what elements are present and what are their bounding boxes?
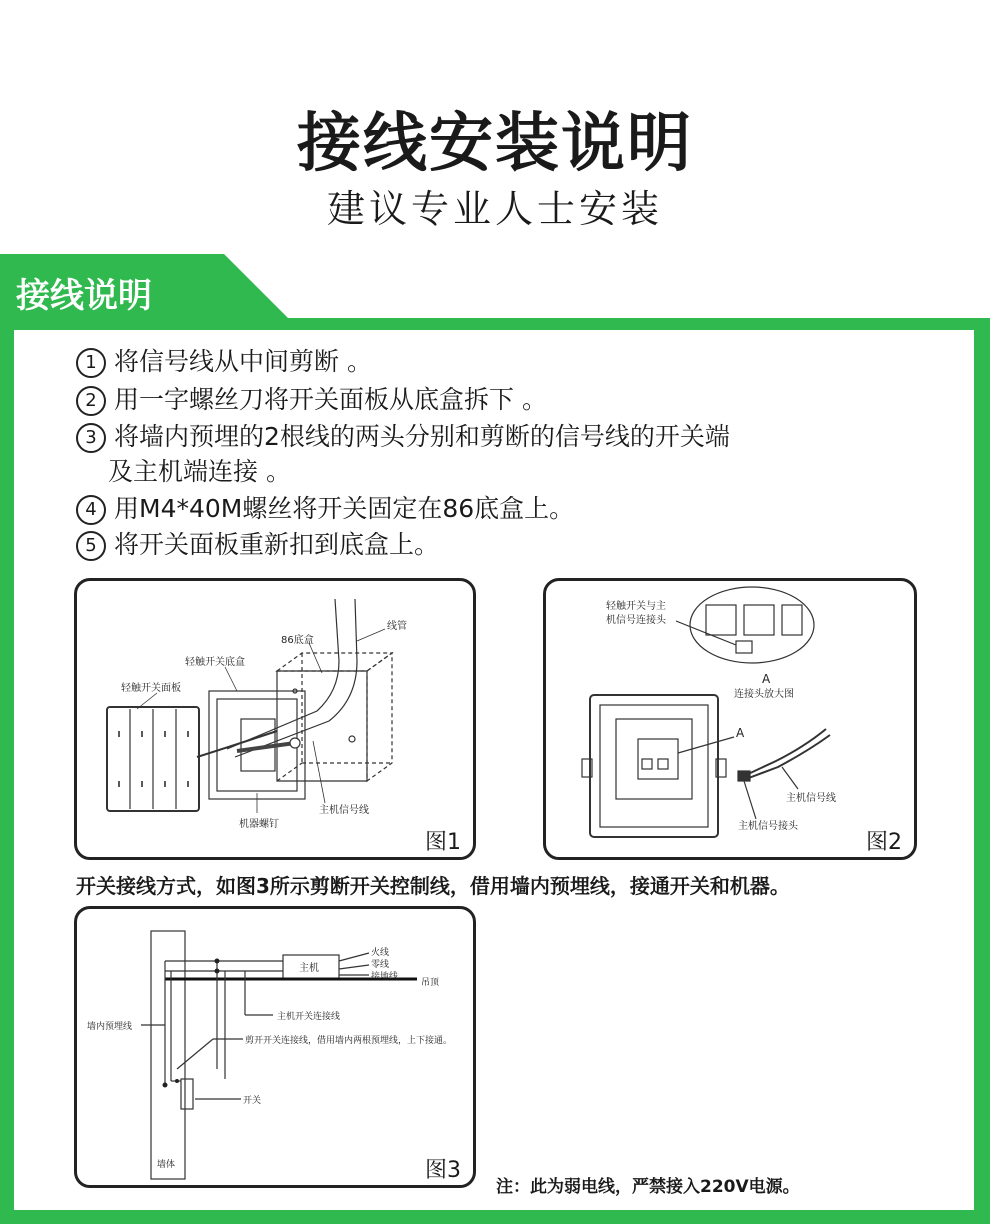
callout-ceiling: 吊顶 [421,978,440,988]
callout-ground: 接地线 [371,972,399,982]
callout-switch: 开关 [243,1096,262,1106]
callout-cut-note: 剪开开关连接线，借用墙内两根预埋线，上下接通。 [245,1036,453,1046]
step-number: 4 [76,495,106,525]
figure-2-drawing [546,581,914,857]
page-subtitle: 建议专业人士安装 [326,187,663,231]
figure-1-label: 图1 [425,830,461,855]
callout-control-wire: 主机开关连接线 [277,1012,341,1022]
callout-86-box: 86底盒 [281,635,314,646]
warning-note: 注：此为弱电线，严禁接入220V电源。 [496,1177,800,1197]
figure-3 [74,906,476,1188]
callout-letter-a2: A [736,726,745,740]
step-text: 用一字螺丝刀将开关面板从底盒拆下 。 [114,385,547,414]
step-text: 及主机端连接 。 [108,457,291,486]
callout-conduit: 线管 [387,621,407,632]
step-text: 将信号线从中间剪断 。 [114,347,372,376]
step-number: 5 [76,531,106,561]
callout-embedded-wire: 墙内预埋线 [87,1022,133,1032]
step-text: 用M4*40M螺丝将开关固定在86底盒上。 [114,494,575,523]
step-text: 将墙内预埋的2根线的两头分别和剪断的信号线的开关端 [114,422,730,451]
callout-live: 火线 [371,948,390,958]
step-3 [76,420,730,454]
figure-3-drawing [77,909,473,1185]
step-2 [76,383,547,417]
step-number: 2 [76,386,106,416]
step-text: 将开关面板重新扣到底盒上。 [114,530,440,559]
step-4 [76,492,574,526]
step-1 [76,345,372,379]
callout-host-wire-2: 主机信号线 [786,793,836,804]
callout-screw: 机器螺钉 [239,819,279,830]
callout-connector-1: 轻触开关与主 [606,601,666,612]
figure-2 [543,578,917,860]
step-3-cont [108,455,291,489]
callout-zoom: 连接头放大图 [734,689,794,700]
figure-1-drawing [77,581,473,857]
callout-connector-2: 机信号连接头 [606,615,666,626]
figure-1 [74,578,476,860]
callout-host: 主机 [299,963,319,974]
figure-2-label: 图2 [866,830,902,855]
wiring-caption: 开关接线方式，如图3所示剪断开关控制线，借用墙内预埋线，接通开关和机器。 [76,874,790,898]
callout-neutral: 零线 [371,960,390,970]
page-title: 接线安装说明 [297,107,693,181]
callout-switch-box: 轻触开关底盒 [185,657,245,668]
callout-letter-a: A [762,672,771,686]
section-label: 接线说明 [16,276,152,316]
step-number: 1 [76,348,106,378]
callout-host-wire: 主机信号线 [319,805,369,816]
callout-switch-panel: 轻触开关面板 [121,683,181,694]
callout-wall: 墙体 [157,1160,176,1170]
step-5 [76,528,439,562]
step-number: 3 [76,423,106,453]
figure-3-label: 图3 [425,1158,461,1183]
callout-host-connector: 主机信号接头 [738,821,798,832]
